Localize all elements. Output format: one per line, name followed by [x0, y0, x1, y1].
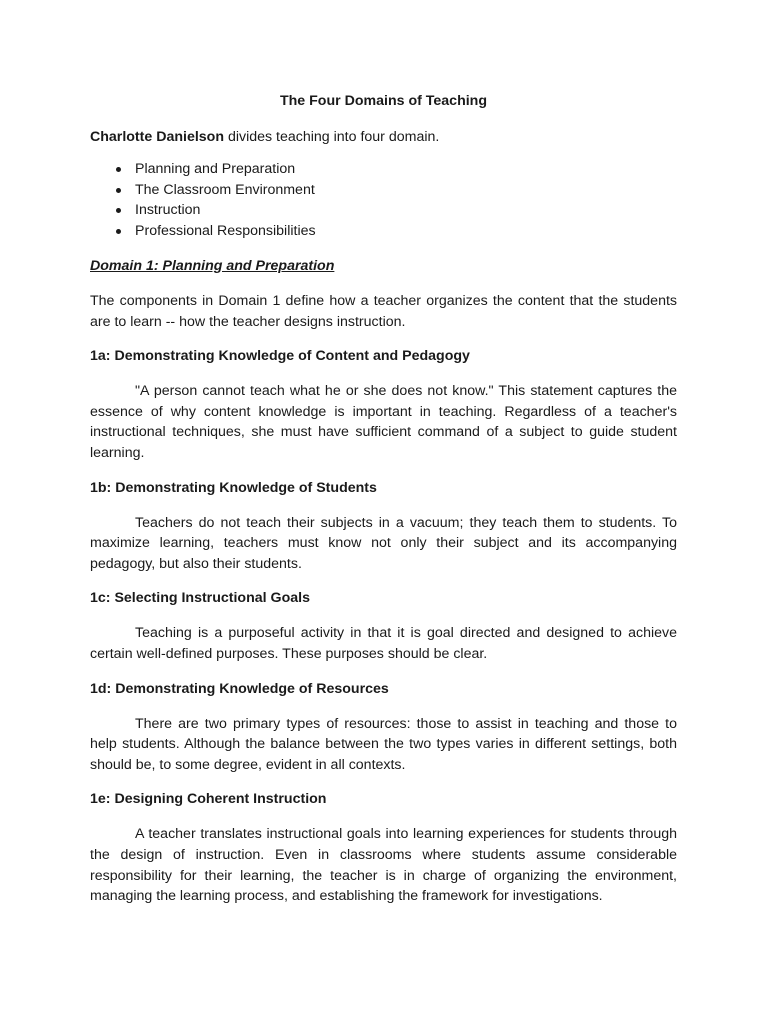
list-item: Professional Responsibilities: [90, 221, 677, 242]
document-title: The Four Domains of Teaching: [279, 93, 488, 109]
list-item: Instruction: [90, 200, 677, 221]
list-item: The Classroom Environment: [90, 180, 677, 201]
section-1a-text: "A person cannot teach what he or she does not know." This statement captures the essence of why content knowledge is important in teaching. Regardless of a teacher's instructional techniques, she must have sufficient command of a subject to guide student learning.: [90, 383, 677, 461]
section-1b-text: Teachers do not teach their subjects in a vacuum; they teach them to students. To maximize learning, teachers must know not only their subject and its accompanying pedagogy, but also their students.: [90, 514, 677, 572]
domain-1-heading: Domain 1: Planning and Preparation: [90, 258, 335, 274]
domain-list: [90, 159, 677, 241]
intro-paragraph: [90, 127, 677, 147]
section-1d-text: There are two primary types of resources: those to assist in teaching and those to help students. Although the balance between the two types varies in different settings, both should be, to some degree, evident in all contexts.: [90, 715, 677, 773]
section-1b-heading: 1b: Demonstrating Knowledge of Students: [90, 479, 377, 496]
section-1e-heading: 1e: Designing Coherent Instruction: [90, 791, 327, 808]
author-name: Charlotte Danielson: [90, 129, 225, 145]
section-1c-text: Teaching is a purposeful activity in that it is goal directed and designed to achieve certain well-defined purposes. These purposes should be clear.: [90, 625, 677, 662]
section-1a-heading: 1a: Demonstrating Knowledge of Content and Pedagogy: [90, 348, 470, 365]
domain-1-description: The components in Domain 1 define how a teacher organizes the content that the students are to learn -- how the teacher designs instruction.: [90, 293, 677, 330]
list-item: Planning and Preparation: [90, 159, 677, 180]
section-1e-text: A teacher translates instructional goals into learning experiences for students through the design of instruction. Even in classrooms where students assume considerable responsibility for their learning, the teacher is in charge of organizing the environment, managing the learning process, and establishing the framework for investigations.: [90, 826, 677, 905]
section-1c-heading: 1c: Selecting Instructional Goals: [90, 590, 310, 607]
section-1d-heading: 1d: Demonstrating Knowledge of Resources: [90, 680, 389, 697]
document-body: [90, 91, 677, 907]
intro-text: divides teaching into four domain.: [224, 129, 440, 145]
